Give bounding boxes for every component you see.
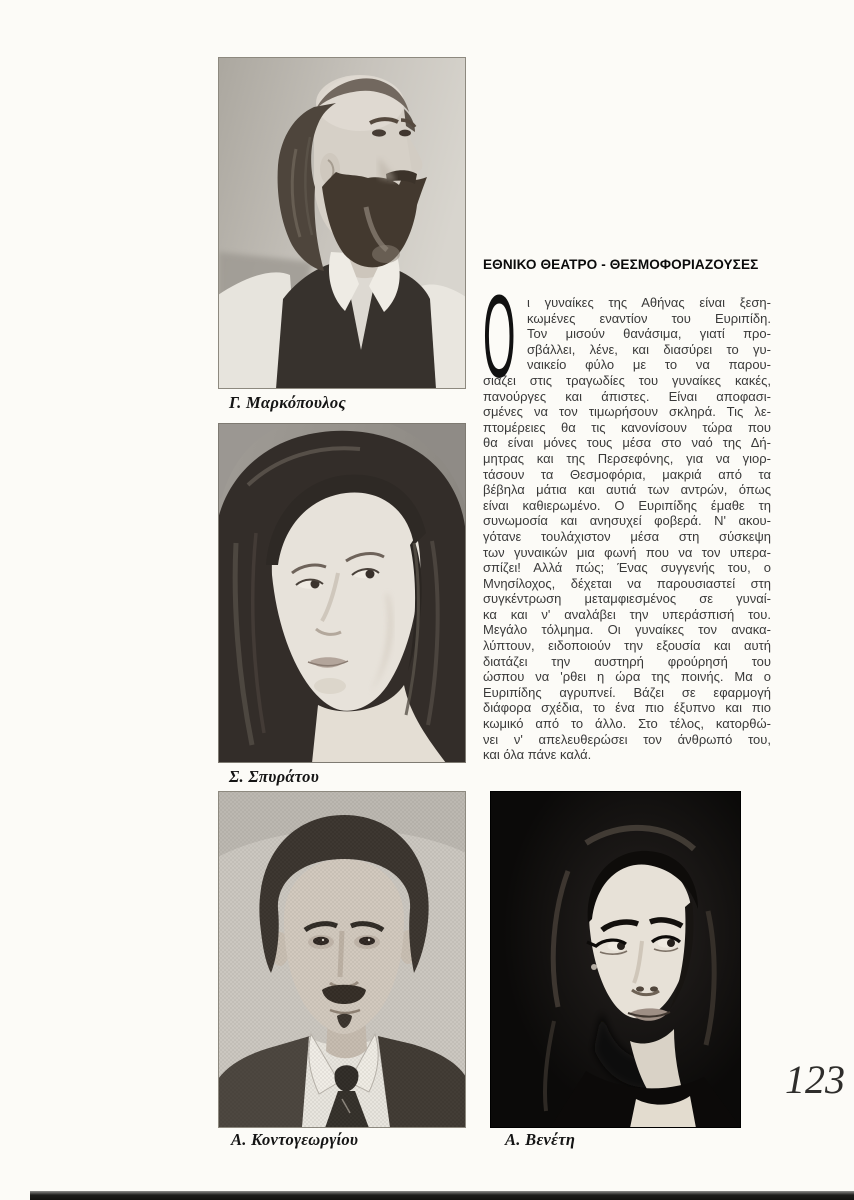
- body-line: σβάλλει, λένε, και διασύρει το γυ-: [527, 341, 771, 357]
- body-line: Τον μισούν θανάσιμα, γιατί προ-: [527, 326, 771, 342]
- article-body: [483, 269, 771, 763]
- drop-cap: Ο: [483, 269, 516, 403]
- body-line: τάσουν τα Θεσμοφόρια, μακριά από τα: [483, 466, 771, 482]
- body-line: γότανε τουλάχιστον μέσα στη σύσκεψη: [483, 528, 771, 544]
- body-line: συνωμοσία και ανησυχεί φοβερά. Ν' ακου-: [483, 513, 771, 529]
- body-line: κωμένες εναντίον του Ευριπίδη.: [527, 310, 771, 326]
- body-line: κωμικό από το άλλο. Στο τέλος, κατορθώ-: [483, 716, 771, 732]
- photo-kontogeorgiou: [218, 791, 466, 1128]
- body-line: θα είναι μόνες τους μέσα στο ναό της Δή-: [483, 435, 771, 451]
- body-line: λύπτουν, ειδοποιούν την εξουσία και αυτή: [483, 638, 771, 654]
- body-line: διάφορα σχέδια, το ένα πιο έξυπνο και πιο: [483, 700, 771, 716]
- photo-veneti: [490, 791, 741, 1128]
- body-line: είναι καθιερωμένο. Ο Ευριπίδης έμαθε τη: [483, 497, 771, 513]
- photo-caption-spyratou: Σ. Σπυράτου: [229, 767, 320, 786]
- photo-caption-veneti: Α. Βενέτη: [505, 1130, 576, 1149]
- body-line: μητρας και της Περσεφόνης, για να γιορ-: [483, 450, 771, 466]
- body-line: ι γυναίκες της Αθήνας είναι ξεση-: [527, 295, 771, 310]
- body-line: σιάζει στις τραγωδίες του γυναίκες κακές,: [483, 372, 771, 388]
- body-line: ώσπου να 'ρθει η ώρα της ποινής. Μα ο: [483, 669, 771, 685]
- article-heading: ΕΘΝΙΚΟ ΘΕΑΤΡΟ - ΘΕΣΜΟΦΟΡΙΑΖΟΥΣΕΣ: [483, 257, 759, 272]
- body-line: Ευριπίδης αγρυπνεί. Βάζει σε εφαρμογή: [483, 684, 771, 700]
- body-line: πανούργες και άπιστες. Είναι αποφασι-: [483, 388, 771, 404]
- body-line: σπίζει! Αλλά πώς; Ένας συγγενής του, ο: [483, 560, 771, 576]
- page-number: 123: [785, 1057, 845, 1102]
- photo-markopoulos: [218, 57, 466, 389]
- body-line: και όλα πάνε καλά.: [483, 747, 592, 763]
- body-line: Μεγάλο τόλμημα. Οι γυναίκες τον ανακα-: [483, 622, 771, 638]
- body-line: κα και ν' αναλάβει την υπεράσπισή του.: [483, 606, 771, 622]
- photo-caption-kontogeorgiou: Α. Κοντογεωργίου: [231, 1130, 359, 1149]
- body-line: βέβηλα μάτια και αυτιά των αντρών, όπως: [483, 482, 771, 498]
- body-line: των γυναικών μια φωνή που να τον υπερα-: [483, 544, 771, 560]
- photo-spyratou: [218, 423, 466, 763]
- body-line: ναικείο φύλο με το να παρου-: [527, 357, 771, 373]
- body-line: συγκέντρωση μεταμφιεσμένος σε γυναί-: [483, 591, 771, 607]
- body-line: διατάζει την αυστηρή φρούρησή του: [483, 653, 771, 669]
- scan-edge-artifact: [30, 1191, 854, 1200]
- body-lines: [483, 269, 771, 763]
- body-line: πτομέρειες θα τις κανονίσουν τώρα που: [483, 419, 771, 435]
- photo-caption-markopoulos: Γ. Μαρκόπουλος: [229, 393, 347, 412]
- body-line: Μνησίλοχος, δέχεται να παρουσιαστεί στη: [483, 575, 771, 591]
- body-line: νει ν' απελευθερώσει τον άνθρωπό του,: [483, 731, 771, 747]
- body-line: σμένες να τον τιμωρήσουν σκληρά. Τις λε-: [483, 404, 771, 420]
